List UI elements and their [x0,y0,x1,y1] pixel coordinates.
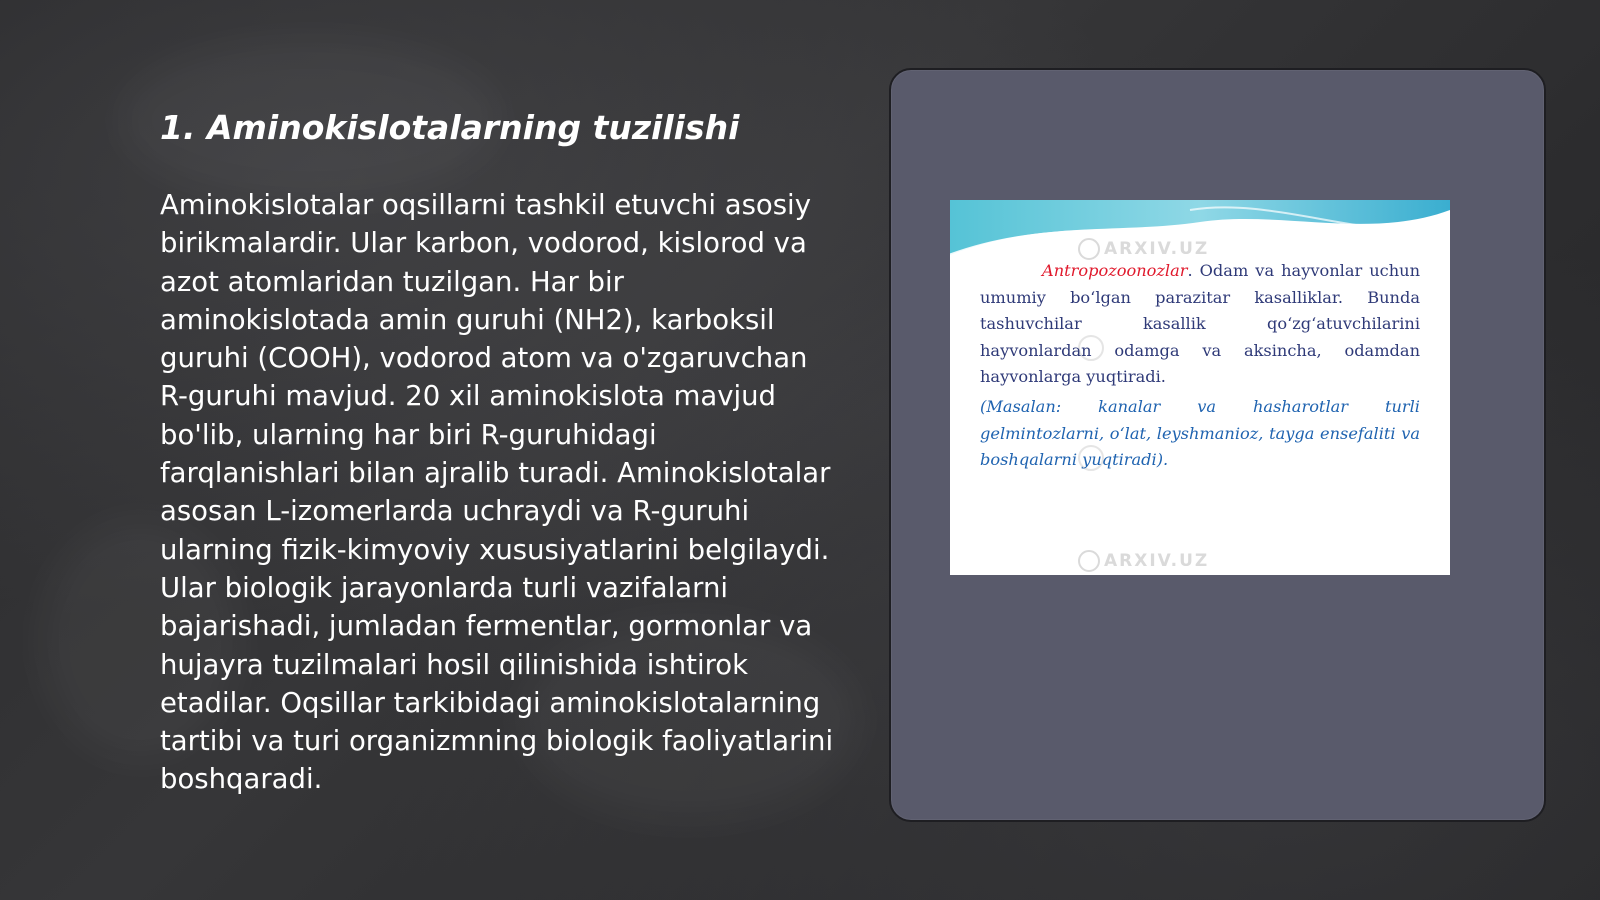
slide-body-text: Aminokislotalar oqsillarni tashkil etuvchi asosiy birikmalardir. Ular karbon, vodorod, kislorod va azot atomlaridan tuzilgan. Har bir aminokislotada amin guruhi (NH2), karboksil guruhi (COOH), vodorod atom va o'zgaruvchan R-guruhi mavjud. 20 xil aminokislota mavjud bo'lib, ularning har biri R-guruhidagi farqlanishlari bilan ajralib turadi. Aminokislotalar asosan L-izomerlarda uchraydi va R-guruhi ularning fizik-kimyoviy xususiyatlarini belgilaydi. Ular biologik jarayonlarda turli vazifalarni bajarishadi, jumladan fermentlar, gormonlar va hujayra tuzilmalari hosil qilinishida ishtirok etadilar. Oqsillar tarkibidagi aminokislotalarning tartibi va turi organizmning biologik faoliyatlarini boshqaradi. [160,189,834,796]
excerpt-example: (Masalan: kanalar va hasharotlar turli gelmintozlarni, o‘lat, leyshmanioz, tayga ensefaliti va boshqalarni yuqtiradi). [980,397,1420,469]
excerpt-term: Antropozoonozlar [1042,261,1188,280]
textbook-excerpt-image [950,200,1450,575]
watermark-icon [1078,238,1100,260]
watermark-bottom: ARXIV.UZ [1078,550,1209,572]
excerpt-paragraph-text: . Odam va hayvonlar uchun umumiy bo‘lgan parazitar kasalliklar. Bunda tashuvchilar kasallik qo‘zg‘atuvchilarini hayvonlardan odamga va aksincha, odamdan hayvonlarga yuqtiradi. [980,261,1420,386]
excerpt-paragraph [980,258,1420,391]
watermark-top: ARXIV.UZ [1078,238,1209,260]
watermark-icon [1078,550,1100,572]
slide-title: 1. Aminokislotalarning tuzilishi [160,108,740,147]
